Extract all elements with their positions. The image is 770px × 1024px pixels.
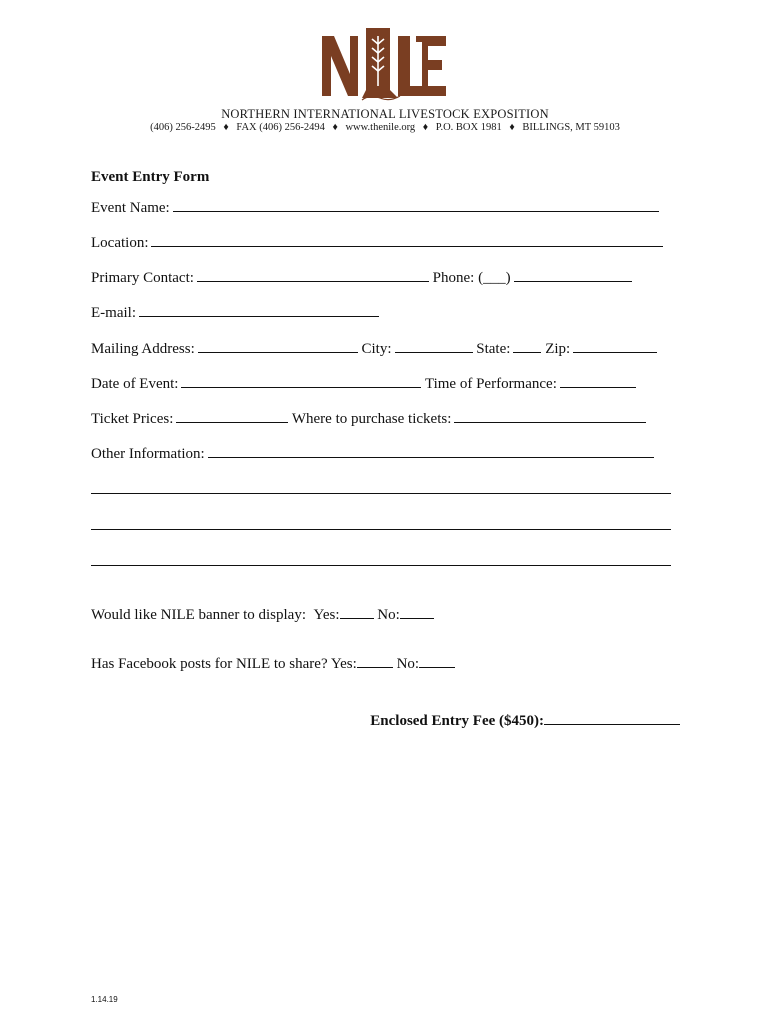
location-field[interactable] [151,234,663,247]
event-name-label: Event Name: [91,200,170,216]
phone-label: Phone: (___) [432,270,511,286]
banner-yes-label: Yes: [313,607,340,623]
revision-date: 1.14.19 [91,995,118,1004]
where-purchase-field[interactable] [454,410,646,423]
email-label: E-mail: [91,305,136,321]
facebook-no-field[interactable] [419,655,455,668]
facebook-question: Has Facebook posts for NILE to share? [91,656,328,672]
other-info-field-2[interactable] [91,481,671,494]
state-field[interactable] [513,340,541,353]
other-info-line-3 [91,517,671,535]
other-info-field[interactable] [208,445,654,458]
other-info-field-4[interactable] [91,553,671,566]
ticket-prices-field[interactable] [176,410,288,423]
address-row [91,340,657,358]
banner-row [91,606,434,624]
other-info-line-4 [91,553,671,571]
primary-contact-label: Primary Contact: [91,270,194,286]
event-name-row [91,199,659,217]
location-row [91,234,663,252]
zip-label: Zip: [545,341,571,357]
ticket-row [91,410,646,428]
form-title: Event Entry Form [91,169,210,185]
location-label: Location: [91,235,149,251]
facebook-no-label: No: [396,656,420,672]
entry-fee-label: Enclosed Entry Fee ($450): [370,713,544,729]
mailing-address-label: Mailing Address: [91,341,195,357]
banner-question: Would like NILE banner to display: [91,607,306,623]
separator-icon: ♦ [332,122,338,133]
date-row [91,375,636,393]
email-field[interactable] [139,304,379,317]
date-label: Date of Event: [91,376,179,392]
separator-icon: ♦ [509,122,515,133]
org-fax: FAX (406) 256-2494 [236,122,325,133]
facebook-yes-label: Yes: [330,656,357,672]
contact-row [91,269,632,287]
city-field[interactable] [395,340,473,353]
banner-yes-field[interactable] [340,606,374,619]
email-row [91,304,379,322]
other-info-row [91,445,654,463]
primary-contact-field[interactable] [197,269,429,282]
org-city: BILLINGS, MT 59103 [522,122,620,133]
other-info-label: Other Information: [91,446,205,462]
zip-field[interactable] [573,340,657,353]
time-label: Time of Performance: [424,376,557,392]
contact-line [0,122,770,133]
org-po-box: P.O. BOX 1981 [435,122,502,133]
date-field[interactable] [181,375,421,388]
org-phone: (406) 256-2495 [150,122,216,133]
city-label: City: [361,341,392,357]
where-purchase-label: Where to purchase tickets: [291,411,452,427]
other-info-line-2 [91,481,671,499]
time-field[interactable] [560,375,636,388]
event-name-field[interactable] [173,199,659,212]
state-label: State: [476,341,511,357]
entry-fee-row [370,712,680,730]
other-info-field-3[interactable] [91,517,671,530]
facebook-yes-field[interactable] [357,655,393,668]
mailing-address-field[interactable] [198,340,358,353]
facebook-row [91,655,455,673]
separator-icon: ♦ [223,122,229,133]
org-name: NORTHERN INTERNATIONAL LIVESTOCK EXPOSITION [221,107,549,121]
ticket-prices-label: Ticket Prices: [91,411,174,427]
phone-field[interactable] [514,269,632,282]
banner-no-label: No: [377,607,400,623]
entry-fee-field[interactable] [544,712,680,725]
org-website[interactable]: www.thenile.org [345,122,416,133]
banner-no-field[interactable] [400,606,434,619]
separator-icon: ♦ [422,122,429,133]
nile-logo [318,22,450,104]
